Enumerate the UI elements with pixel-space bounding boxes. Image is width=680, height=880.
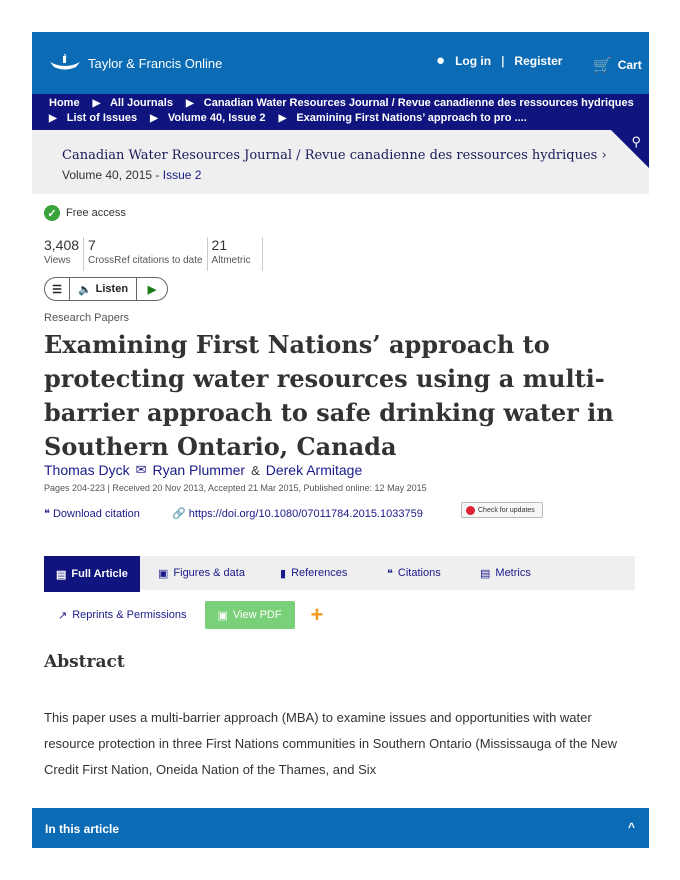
breadcrumb-issues[interactable]: List of Issues [66, 112, 138, 124]
listen-button[interactable] [70, 278, 137, 300]
metric-label: Altmetric [211, 255, 251, 266]
cart-icon: 🛒 [593, 57, 612, 74]
breadcrumb-all-journals[interactable]: All Journals [109, 97, 173, 109]
free-access-label: Free access [66, 207, 126, 219]
author-list [44, 462, 362, 478]
chevron-up-icon: ^ [627, 820, 635, 834]
user-icon: ● [436, 52, 446, 69]
tab-label: References [291, 567, 348, 579]
article-metrics [44, 237, 267, 271]
view-pdf-button[interactable] [205, 601, 295, 629]
tab-label: Citations [397, 567, 441, 579]
journal-banner [32, 130, 649, 194]
pdf-label: View PDF [232, 609, 282, 621]
account-links [436, 52, 562, 69]
download-citation-link[interactable] [44, 507, 140, 520]
abstract-heading: Abstract [44, 652, 125, 672]
book-icon: ▮ [280, 567, 287, 580]
tab-label: Figures & data [173, 567, 245, 579]
page-frame [32, 32, 649, 848]
metric-value: 21 [211, 237, 228, 253]
breadcrumb-arrow-icon: ▶ [186, 98, 194, 109]
issue-link[interactable]: Issue 2 [162, 168, 202, 182]
metric-crossref[interactable] [88, 237, 208, 271]
reprints-label: Reprints & Permissions [72, 609, 187, 621]
download-citation-label: Download citation [52, 508, 140, 520]
document-icon: ▤ [56, 568, 67, 581]
check-updates-button[interactable] [461, 502, 543, 518]
tab-label: Metrics [495, 567, 531, 579]
breadcrumb-current: Examining First Nations’ approach to pro .... [296, 112, 527, 124]
breadcrumb-arrow-icon: ▶ [278, 113, 287, 124]
journal-volume [62, 168, 201, 182]
chevron-right-icon: › [601, 148, 607, 163]
check-icon: ✓ [44, 205, 60, 221]
check-updates-label: Check for updates [478, 506, 535, 514]
separator: | [501, 53, 505, 68]
author-link[interactable]: Ryan Plummer [152, 462, 246, 478]
doi-label: https://doi.org/10.1080/07011784.2015.1033759 [188, 508, 423, 520]
article-type: Research Papers [44, 312, 129, 324]
breadcrumb-arrow-icon: ▶ [92, 98, 101, 109]
plus-icon[interactable]: + [310, 602, 324, 627]
image-icon: ▣ [158, 567, 169, 580]
breadcrumb-arrow-icon: ▶ [49, 113, 57, 124]
metric-label: CrossRef citations to date [88, 255, 203, 266]
register-link[interactable]: Register [514, 53, 563, 68]
speaker-icon: 🔈 [77, 283, 92, 296]
cart-button[interactable] [593, 56, 642, 74]
metric-value: 7 [88, 237, 96, 253]
in-this-article-label: In this article [45, 822, 120, 836]
metric-views [44, 237, 84, 271]
crossmark-icon [466, 506, 475, 515]
doi-link[interactable] [172, 507, 423, 520]
tab-figures[interactable] [158, 556, 245, 590]
free-access-badge [44, 205, 126, 221]
play-icon[interactable]: ▶ [147, 283, 157, 296]
cart-label: Cart [617, 58, 642, 72]
breadcrumb-journal[interactable]: Canadian Water Resources Journal / Revue canadienne des ressources hydriques [203, 97, 634, 109]
reprints-link[interactable] [58, 609, 187, 622]
brand-logo[interactable] [48, 54, 222, 72]
breadcrumb-volume[interactable]: Volume 40, Issue 2 [167, 112, 266, 124]
metric-altmetric[interactable] [212, 237, 264, 271]
pdf-icon: ▣ [217, 609, 228, 622]
bar-chart-icon: ▤ [480, 567, 491, 580]
article-title: Examining First Nations’ approach to protecting water resources using a multi-barrier approach to safe drinking water in Southern Ontario, Canada [44, 330, 614, 461]
key-icon: ↗ [58, 609, 68, 622]
journal-title: Canadian Water Resources Journal / Revue canadienne des ressources hydriques [62, 148, 598, 163]
envelope-icon[interactable]: ✉ [135, 462, 147, 477]
journal-title-link[interactable] [62, 148, 607, 163]
metric-value: 3,408 [44, 237, 80, 253]
author-link[interactable]: Derek Armitage [265, 462, 363, 478]
tab-references[interactable] [280, 556, 347, 590]
author-link[interactable]: Thomas Dyck [44, 462, 130, 478]
listen-label: Listen [95, 283, 129, 295]
volume-label: Volume 40, 2015 - [62, 168, 163, 182]
author-separator: & [251, 462, 260, 478]
brand-name: Taylor & Francis Online [88, 55, 223, 71]
tab-label: Full Article [71, 568, 128, 580]
quote-icon: ❝ [387, 567, 393, 580]
in-this-article-bar[interactable] [32, 808, 649, 848]
publication-info: Pages 204-223 | Received 20 Nov 2013, Accepted 21 Mar 2015, Published online: 12 May 2015 [44, 483, 427, 493]
quote-icon: ❝ [44, 508, 50, 520]
link-icon: 🔗 [172, 508, 186, 520]
article-tabs [44, 556, 635, 590]
lamp-icon [48, 54, 82, 72]
search-icon[interactable]: ⚲ [631, 134, 641, 149]
search-toggle[interactable] [611, 130, 649, 168]
article-actions [44, 601, 323, 629]
abstract-text: This paper uses a multi-barrier approach (MBA) to examine issues and opportunities with water resource protection in three First Nations communities in Southern Ontario (Mississauga of the New Credit First Nation, Oneida Nation of the Thames, and Six [44, 710, 617, 777]
tab-metrics[interactable] [480, 556, 531, 590]
top-header [32, 32, 649, 94]
breadcrumb-arrow-icon: ▶ [150, 113, 158, 124]
metric-label: Views [44, 255, 71, 266]
tab-citations[interactable] [387, 556, 441, 590]
menu-icon[interactable]: ☰ [45, 278, 70, 300]
breadcrumb-home[interactable]: Home [49, 97, 80, 109]
tab-full-article[interactable] [44, 556, 140, 592]
listen-player [44, 277, 168, 301]
breadcrumb [32, 94, 649, 130]
login-link[interactable]: Log in [455, 53, 492, 68]
